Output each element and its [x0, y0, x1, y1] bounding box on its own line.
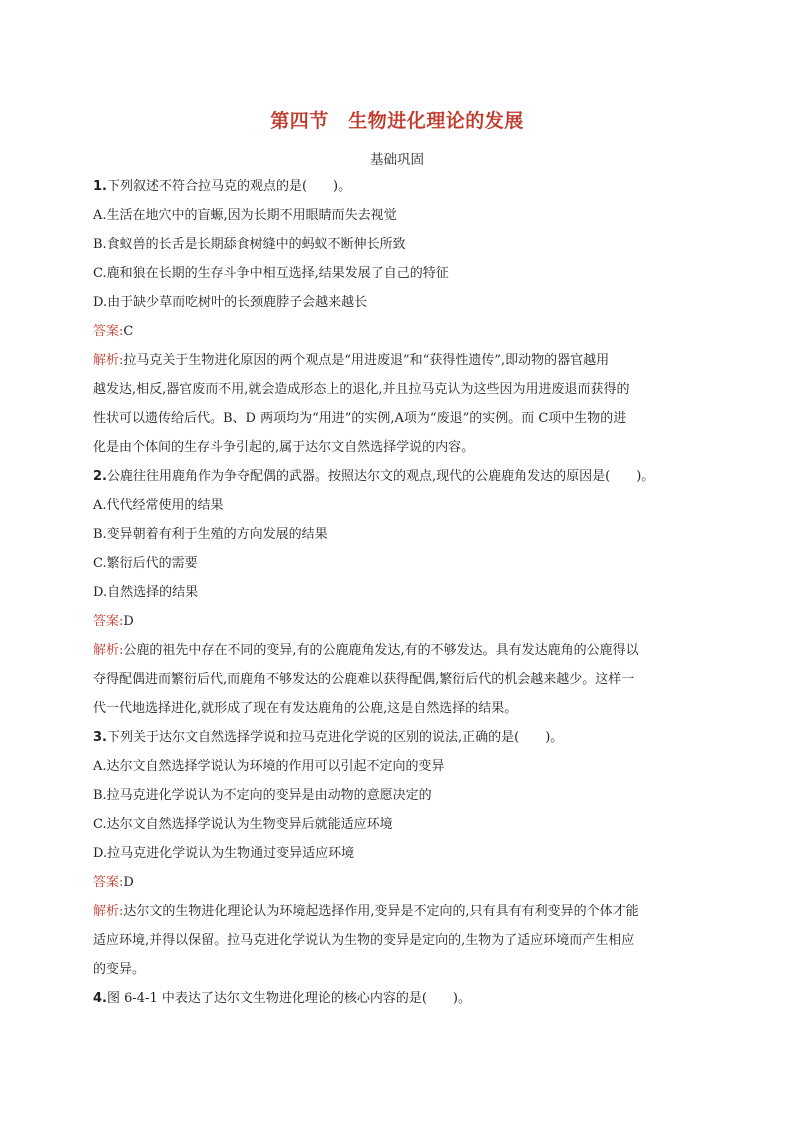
option-a: A.达尔文自然选择学说认为环境的作用可以引起不定向的变异: [93, 759, 445, 774]
question-1: [93, 172, 711, 462]
explanation-line: 性状可以遗传给后代。B、D 两项均为“用进”的实例,A项为“废退”的实例。而 C项中生物的进: [93, 411, 627, 426]
explanation-line: 夺得配偶进而繁衍后代,而鹿角不够发达的公鹿难以获得配偶,繁衍后代的机会越来越少。这样一: [93, 672, 635, 687]
question-stem: 2.公鹿往往用鹿角作为争夺配偶的武器。按照达尔文的观点,现代的公鹿鹿角发达的原因是( )。: [93, 469, 655, 484]
question-stem: 1.下列叙述不符合拉马克的观点的是( )。: [93, 179, 352, 194]
option-a: A.代代经常使用的结果: [93, 498, 224, 513]
explanation-line: 解析:拉马克关于生物进化原因的两个观点是“用进废退”和“获得性遗传”,即动物的器官越用: [93, 353, 610, 368]
explanation-line: 解析:达尔文的生物进化理论认为环境起选择作用,变异是不定向的,只有具有有利变异的个体才能: [93, 904, 639, 919]
option-d: D.由于缺少草而吃树叶的长颈鹿脖子会越来越长: [93, 295, 368, 310]
option-c: C.达尔文自然选择学说认为生物变异后就能适应环境: [93, 817, 393, 832]
question-number: 2.: [93, 469, 107, 484]
answer: 答案:C: [93, 324, 134, 339]
page-title: 第四节 生物进化理论的发展: [270, 110, 524, 132]
question-2: [93, 462, 711, 723]
explanation-line: 越发达,相反,器官废而不用,就会造成形态上的退化,并且拉马克认为这些因为用进废退而获得的: [93, 382, 630, 397]
question-stem: 3.下列关于达尔文自然选择学说和拉马克进化学说的区别的说法,正确的是( )。: [93, 730, 564, 745]
option-d: D.拉马克进化学说认为生物通过变异适应环境: [93, 846, 355, 861]
option-b: B.拉马克进化学说认为不定向的变异是由动物的意愿决定的: [93, 788, 432, 803]
question-number: 1.: [93, 179, 107, 194]
explanation-line: 的变异。: [93, 962, 146, 977]
question-3: [93, 723, 711, 984]
option-a: A.生活在地穴中的盲螈,因为长期不用眼睛而失去视觉: [93, 208, 397, 223]
explanation-line: 代一代地选择进化,就形成了现在有发达鹿角的公鹿,这是自然选择的结果。: [93, 701, 518, 716]
option-b: B.变异朝着有利于生殖的方向发展的结果: [93, 527, 328, 542]
question-4: [93, 984, 711, 1013]
explanation-line: 适应环境,并得以保留。拉马克进化学说认为生物的变异是定向的,生物为了适应环境而产生相应: [93, 933, 635, 948]
section-heading: 基础巩固: [370, 152, 424, 168]
option-c: C.繁衍后代的需要: [93, 556, 198, 571]
question-number: 4.: [93, 991, 107, 1006]
option-d: D.自然选择的结果: [93, 585, 199, 600]
question-stem: 4.图 6-4-1 中表达了达尔文生物进化理论的核心内容的是( )。: [93, 991, 471, 1006]
option-c: C.鹿和狼在长期的生存斗争中相互选择,结果发展了自己的特征: [93, 266, 449, 281]
explanation-line: 化是由个体间的生存斗争引起的,属于达尔文自然选择学说的内容。: [93, 440, 475, 455]
option-b: B.食蚁兽的长舌是长期舔食树缝中的蚂蚁不断伸长所致: [93, 237, 406, 252]
answer: 答案:D: [93, 875, 134, 890]
question-number: 3.: [93, 730, 107, 745]
answer: 答案:D: [93, 614, 134, 629]
question-list: [93, 172, 711, 1013]
explanation-line: 解析:公鹿的祖先中存在不同的变异,有的公鹿鹿角发达,有的不够发达。具有发达鹿角的公鹿得以: [93, 643, 639, 658]
